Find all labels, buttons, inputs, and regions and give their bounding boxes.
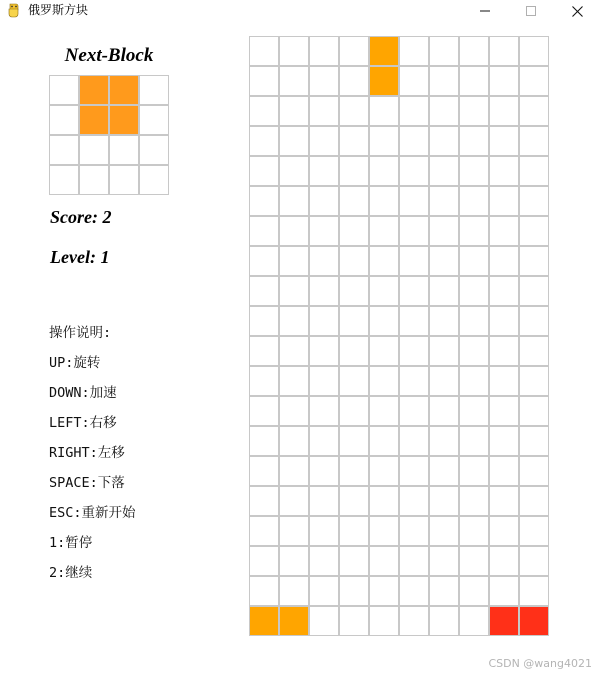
board-cell [399, 126, 429, 156]
board-cell [309, 456, 339, 486]
board-cell [489, 456, 519, 486]
board-cell [429, 186, 459, 216]
board-cell [309, 126, 339, 156]
board-cell [459, 276, 489, 306]
board-cell [459, 246, 489, 276]
board-cell [399, 336, 429, 366]
preview-cell [139, 105, 169, 135]
board-cell [279, 276, 309, 306]
board-cell [249, 396, 279, 426]
board-cell [249, 516, 279, 546]
python-logo-icon [7, 3, 21, 18]
board-filled-cell [369, 36, 399, 66]
board-cell [489, 276, 519, 306]
board-cell [399, 606, 429, 636]
board-cell [429, 336, 459, 366]
board-cell [369, 546, 399, 576]
board-cell [249, 126, 279, 156]
board-cell [489, 516, 519, 546]
instruction-up: UP:旋转 [49, 355, 101, 371]
board-filled-cell [489, 606, 519, 636]
instruction-left: LEFT:右移 [49, 415, 117, 431]
board-cell [369, 426, 399, 456]
board-cell [489, 246, 519, 276]
board-cell [519, 396, 549, 426]
board-cell [489, 126, 519, 156]
board-cell [489, 576, 519, 606]
board-cell [369, 456, 399, 486]
instruction-right: RIGHT:左移 [49, 445, 125, 461]
board-cell [489, 96, 519, 126]
board-cell [429, 456, 459, 486]
board-cell [309, 96, 339, 126]
board-cell [309, 606, 339, 636]
board-cell [399, 396, 429, 426]
board-cell [279, 66, 309, 96]
board-cell [279, 366, 309, 396]
board-filled-cell [279, 606, 309, 636]
maximize-button[interactable] [508, 0, 554, 22]
board-cell [339, 66, 369, 96]
board-cell [459, 156, 489, 186]
board-cell [519, 486, 549, 516]
board-cell [429, 426, 459, 456]
board-cell [249, 546, 279, 576]
board-cell [429, 246, 459, 276]
board-cell [399, 96, 429, 126]
board-cell [489, 36, 519, 66]
board-cell [249, 96, 279, 126]
board-cell [279, 186, 309, 216]
board-cell [459, 576, 489, 606]
board-cell [519, 516, 549, 546]
board-cell [519, 66, 549, 96]
board-cell [519, 456, 549, 486]
board-cell [519, 336, 549, 366]
board-cell [519, 36, 549, 66]
board-cell [339, 276, 369, 306]
instructions-panel [49, 323, 136, 593]
board-cell [249, 276, 279, 306]
board-cell [519, 126, 549, 156]
board-cell [279, 246, 309, 276]
board-filled-cell [249, 606, 279, 636]
board-cell [309, 546, 339, 576]
board-cell [279, 36, 309, 66]
board-filled-cell [519, 606, 549, 636]
board-cell [279, 456, 309, 486]
board-cell [399, 156, 429, 186]
board-cell [279, 396, 309, 426]
board-cell [489, 336, 519, 366]
board-cell [309, 366, 339, 396]
board-cell [339, 516, 369, 546]
board-cell [279, 96, 309, 126]
board-cell [519, 546, 549, 576]
board-cell [429, 66, 459, 96]
board-cell [369, 576, 399, 606]
board-cell [279, 336, 309, 366]
board-cell [519, 276, 549, 306]
preview-cell [49, 165, 79, 195]
board-cell [369, 516, 399, 546]
preview-cell [79, 165, 109, 195]
board-cell [429, 36, 459, 66]
board-cell [309, 426, 339, 456]
board-cell [459, 336, 489, 366]
preview-filled-cell [109, 105, 139, 135]
preview-cell [139, 165, 169, 195]
board-cell [249, 66, 279, 96]
board-cell [249, 246, 279, 276]
board-cell [489, 156, 519, 186]
board-cell [459, 36, 489, 66]
board-cell [429, 366, 459, 396]
board-cell [519, 366, 549, 396]
watermark: CSDN @wang4021 [488, 657, 592, 670]
preview-cell [139, 135, 169, 165]
board-cell [249, 366, 279, 396]
board-cell [519, 186, 549, 216]
board-cell [399, 186, 429, 216]
board-cell [309, 276, 339, 306]
board-cell [459, 486, 489, 516]
board-cell [429, 576, 459, 606]
board-cell [339, 36, 369, 66]
next-block-preview [49, 75, 169, 195]
instruction-esc: ESC:重新开始 [49, 505, 136, 521]
board-cell [399, 276, 429, 306]
board-cell [339, 486, 369, 516]
instruction-pause: 1:暂停 [49, 535, 93, 551]
next-block-title: Next-Block [64, 45, 154, 66]
board-cell [339, 366, 369, 396]
preview-cell [109, 135, 139, 165]
board-cell [399, 516, 429, 546]
board-cell [399, 546, 429, 576]
board-cell [339, 426, 369, 456]
board-cell [339, 336, 369, 366]
board-cell [369, 216, 399, 246]
board-cell [309, 36, 339, 66]
board-cell [459, 606, 489, 636]
board-cell [459, 306, 489, 336]
score-label: Score: 2 [50, 207, 112, 227]
board-cell [339, 96, 369, 126]
board-cell [519, 216, 549, 246]
board-cell [339, 186, 369, 216]
board-cell [399, 306, 429, 336]
board-cell [429, 126, 459, 156]
board-cell [339, 306, 369, 336]
board-cell [249, 186, 279, 216]
board-cell [249, 306, 279, 336]
board-cell [369, 486, 399, 516]
board-cell [459, 96, 489, 126]
board-cell [399, 576, 429, 606]
board-cell [459, 516, 489, 546]
board-cell [369, 366, 399, 396]
board-cell [369, 606, 399, 636]
board-cell [279, 216, 309, 246]
board-cell [309, 186, 339, 216]
board-cell [459, 366, 489, 396]
board-cell [459, 216, 489, 246]
board-cell [369, 186, 399, 216]
board-cell [489, 216, 519, 246]
board-cell [309, 246, 339, 276]
board-cell [519, 426, 549, 456]
board-cell [429, 606, 459, 636]
board-cell [459, 456, 489, 486]
board-cell [429, 156, 459, 186]
board-cell [399, 216, 429, 246]
board-cell [279, 516, 309, 546]
board-cell [399, 246, 429, 276]
board-cell [459, 186, 489, 216]
board-cell [519, 246, 549, 276]
instructions-heading: 操作说明: [49, 325, 112, 341]
board-cell [399, 36, 429, 66]
board-cell [429, 516, 459, 546]
board-cell [339, 456, 369, 486]
preview-cell [49, 105, 79, 135]
board-cell [279, 126, 309, 156]
board-cell [339, 606, 369, 636]
board-cell [339, 156, 369, 186]
preview-filled-cell [79, 75, 109, 105]
board-cell [489, 66, 519, 96]
board-cell [249, 36, 279, 66]
board-cell [399, 366, 429, 396]
board-cell [489, 486, 519, 516]
board-cell [489, 186, 519, 216]
board-cell [369, 306, 399, 336]
board-cell [249, 456, 279, 486]
board-cell [369, 156, 399, 186]
board-cell [249, 486, 279, 516]
board-cell [339, 216, 369, 246]
board-cell [429, 546, 459, 576]
board-cell [369, 336, 399, 366]
board-cell [249, 216, 279, 246]
instruction-resume: 2:继续 [49, 565, 93, 581]
board-cell [459, 546, 489, 576]
board-cell [429, 216, 459, 246]
board-cell [519, 156, 549, 186]
board-cell [429, 306, 459, 336]
board-cell [309, 216, 339, 246]
close-icon [572, 6, 583, 17]
board-cell [249, 156, 279, 186]
board-cell [429, 486, 459, 516]
game-board[interactable] [249, 36, 549, 636]
board-cell [369, 276, 399, 306]
board-cell [339, 126, 369, 156]
board-filled-cell [369, 66, 399, 96]
board-cell [339, 246, 369, 276]
minimize-icon [480, 6, 490, 16]
board-cell [459, 396, 489, 426]
board-cell [459, 426, 489, 456]
board-cell [339, 396, 369, 426]
board-cell [489, 426, 519, 456]
board-cell [309, 396, 339, 426]
board-cell [399, 486, 429, 516]
preview-cell [49, 135, 79, 165]
board-cell [429, 396, 459, 426]
preview-filled-cell [79, 105, 109, 135]
board-cell [309, 66, 339, 96]
board-cell [339, 576, 369, 606]
board-cell [399, 66, 429, 96]
level-label: Level: 1 [50, 247, 110, 267]
board-cell [519, 576, 549, 606]
board-cell [309, 306, 339, 336]
maximize-icon [526, 6, 536, 16]
board-cell [519, 96, 549, 126]
board-cell [279, 156, 309, 186]
board-cell [519, 306, 549, 336]
board-cell [399, 456, 429, 486]
minimize-button[interactable] [462, 0, 508, 22]
board-cell [489, 546, 519, 576]
preview-cell [79, 135, 109, 165]
board-cell [369, 96, 399, 126]
instruction-down: DOWN:加速 [49, 385, 117, 401]
board-cell [369, 126, 399, 156]
preview-cell [109, 165, 139, 195]
board-cell [489, 306, 519, 336]
board-cell [309, 486, 339, 516]
board-cell [309, 156, 339, 186]
preview-filled-cell [109, 75, 139, 105]
title-bar [0, 0, 600, 22]
board-cell [309, 336, 339, 366]
board-cell [309, 516, 339, 546]
close-button[interactable] [554, 0, 600, 22]
board-cell [489, 366, 519, 396]
board-cell [249, 576, 279, 606]
board-cell [279, 426, 309, 456]
window-title: 俄罗斯方块 [28, 3, 89, 17]
board-cell [309, 576, 339, 606]
instruction-space: SPACE:下落 [49, 475, 125, 491]
preview-cell [139, 75, 169, 105]
board-cell [489, 396, 519, 426]
board-cell [279, 486, 309, 516]
board-cell [429, 276, 459, 306]
board-cell [339, 546, 369, 576]
board-cell [369, 246, 399, 276]
board-cell [369, 396, 399, 426]
board-cell [459, 126, 489, 156]
board-cell [249, 336, 279, 366]
board-cell [279, 306, 309, 336]
board-cell [459, 66, 489, 96]
board-cell [399, 426, 429, 456]
board-cell [429, 96, 459, 126]
board-cell [249, 426, 279, 456]
board-cell [279, 546, 309, 576]
board-cell [279, 576, 309, 606]
preview-cell [49, 75, 79, 105]
